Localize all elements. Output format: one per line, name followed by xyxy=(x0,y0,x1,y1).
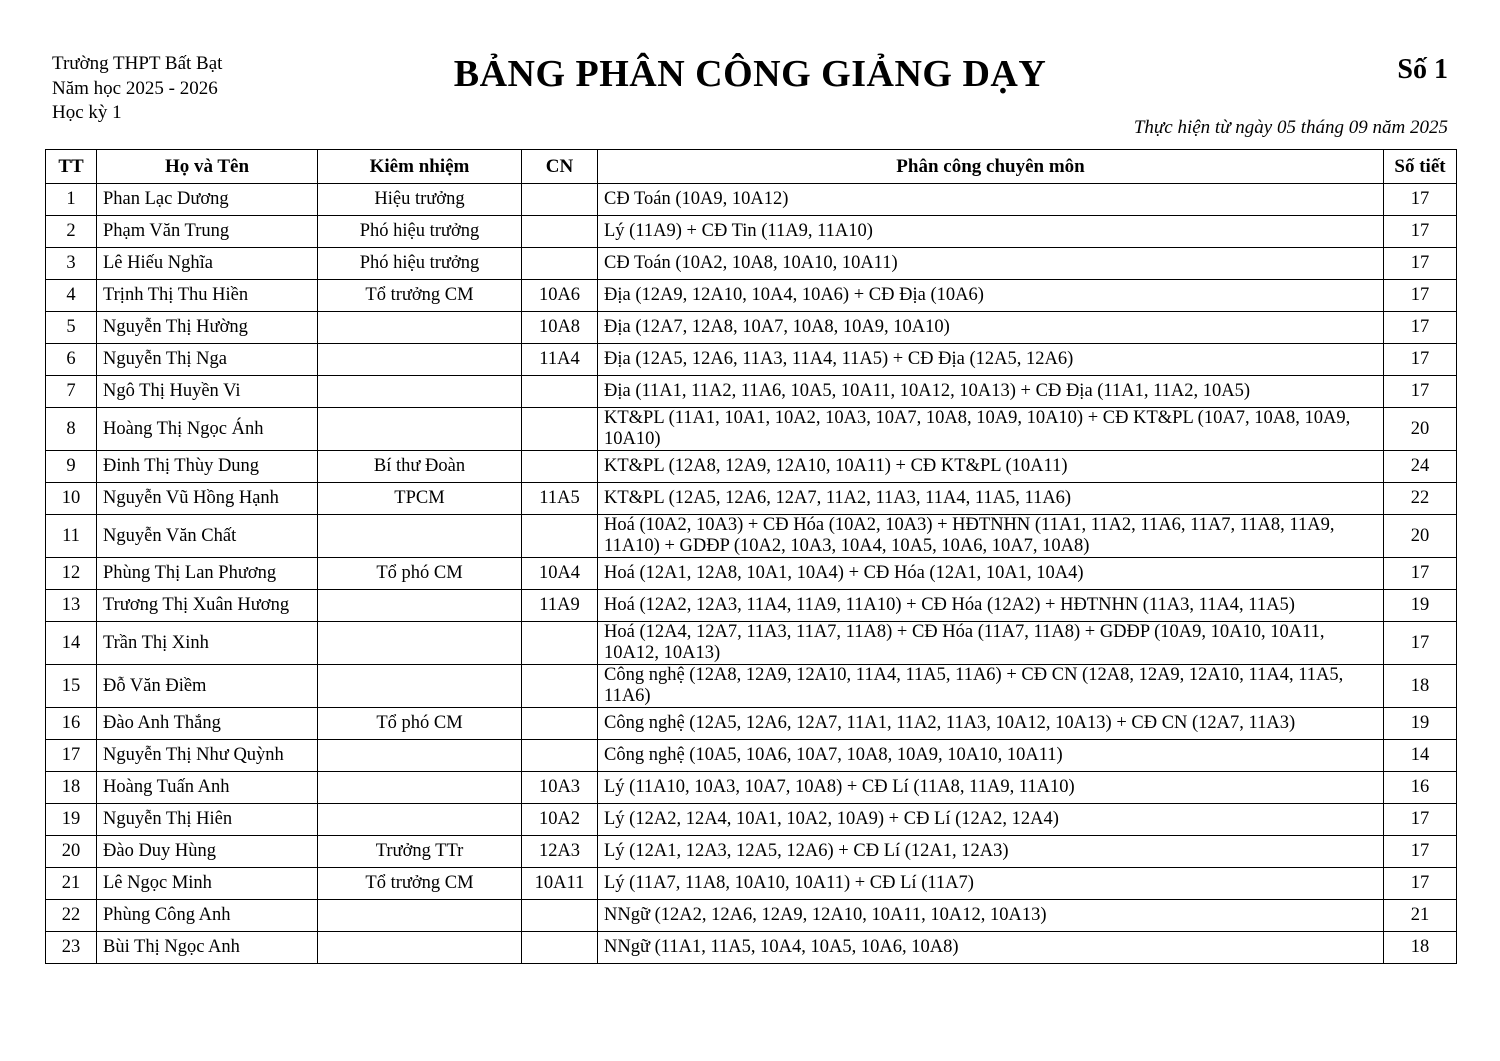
document-title: BẢNG PHÂN CÔNG GIẢNG DẠY xyxy=(453,53,1047,95)
homeroom-class xyxy=(522,622,598,665)
homeroom-class xyxy=(522,708,598,740)
teacher-name: Ngô Thị Huyền Vi xyxy=(97,376,318,408)
row-number: 10 xyxy=(46,483,97,515)
homeroom-class: 10A8 xyxy=(522,312,598,344)
teacher-name: Phan Lạc Dương xyxy=(97,184,318,216)
homeroom-class: 10A4 xyxy=(522,558,598,590)
concurrent-role xyxy=(318,740,522,772)
table-row xyxy=(46,216,1457,248)
period-count: 16 xyxy=(1384,772,1457,804)
homeroom-class xyxy=(522,376,598,408)
row-number: 19 xyxy=(46,804,97,836)
teacher-name: Đào Duy Hùng xyxy=(97,836,318,868)
row-number: 18 xyxy=(46,772,97,804)
concurrent-role: Phó hiệu trưởng xyxy=(318,216,522,248)
row-number: 1 xyxy=(46,184,97,216)
homeroom-class xyxy=(522,665,598,708)
subject-assignment: NNgữ (11A1, 11A5, 10A4, 10A5, 10A6, 10A8) xyxy=(598,932,1384,964)
period-count: 17 xyxy=(1384,280,1457,312)
table-row xyxy=(46,515,1457,558)
subject-assignment: Địa (12A9, 12A10, 10A4, 10A6) + CĐ Địa (10A6) xyxy=(598,280,1384,312)
subject-assignment: Lý (11A9) + CĐ Tin (11A9, 11A10) xyxy=(598,216,1384,248)
subject-assignment: KT&PL (11A1, 10A1, 10A2, 10A3, 10A7, 10A8, 10A9, 10A10) + CĐ KT&PL (10A7, 10A8, 10A9, 10A10) xyxy=(598,408,1384,451)
table-row xyxy=(46,184,1457,216)
table-header-row xyxy=(46,150,1457,184)
homeroom-class xyxy=(522,932,598,964)
period-count: 17 xyxy=(1384,248,1457,280)
teacher-name: Trương Thị Xuân Hương xyxy=(97,590,318,622)
teacher-name: Hoàng Thị Ngọc Ánh xyxy=(97,408,318,451)
period-count: 17 xyxy=(1384,216,1457,248)
table-row xyxy=(46,558,1457,590)
period-count: 17 xyxy=(1384,836,1457,868)
subject-assignment: Hoá (12A4, 12A7, 11A3, 11A7, 11A8) + CĐ Hóa (11A7, 11A8) + GDĐP (10A9, 10A10, 10A11, 10A12, 10A13) xyxy=(598,622,1384,665)
homeroom-class: 11A9 xyxy=(522,590,598,622)
teacher-name: Bùi Thị Ngọc Anh xyxy=(97,932,318,964)
teacher-name: Nguyễn Văn Chất xyxy=(97,515,318,558)
concurrent-role: Tổ trưởng CM xyxy=(318,280,522,312)
subject-assignment: Địa (12A7, 12A8, 10A7, 10A8, 10A9, 10A10) xyxy=(598,312,1384,344)
concurrent-role xyxy=(318,622,522,665)
homeroom-class: 12A3 xyxy=(522,836,598,868)
subject-assignment: Công nghệ (10A5, 10A6, 10A7, 10A8, 10A9, 10A10, 10A11) xyxy=(598,740,1384,772)
row-number: 12 xyxy=(46,558,97,590)
homeroom-class: 11A5 xyxy=(522,483,598,515)
row-number: 15 xyxy=(46,665,97,708)
period-count: 19 xyxy=(1384,708,1457,740)
column-header-periods: Số tiết xyxy=(1384,150,1457,184)
period-count: 17 xyxy=(1384,344,1457,376)
table-row xyxy=(46,665,1457,708)
row-number: 16 xyxy=(46,708,97,740)
row-number: 3 xyxy=(46,248,97,280)
teacher-name: Phạm Văn Trung xyxy=(97,216,318,248)
concurrent-role xyxy=(318,932,522,964)
assignment-table xyxy=(45,149,1457,964)
teacher-name: Đinh Thị Thùy Dung xyxy=(97,451,318,483)
period-count: 19 xyxy=(1384,590,1457,622)
teacher-name: Phùng Công Anh xyxy=(97,900,318,932)
period-count: 20 xyxy=(1384,515,1457,558)
period-count: 17 xyxy=(1384,184,1457,216)
subject-assignment: CĐ Toán (10A9, 10A12) xyxy=(598,184,1384,216)
column-header-cn: CN xyxy=(522,150,598,184)
teacher-name: Đào Anh Thắng xyxy=(97,708,318,740)
period-count: 17 xyxy=(1384,312,1457,344)
document-number: Số 1 xyxy=(1397,54,1448,85)
row-number: 23 xyxy=(46,932,97,964)
subject-assignment: Lý (11A7, 11A8, 10A10, 10A11) + CĐ Lí (11A7) xyxy=(598,868,1384,900)
homeroom-class xyxy=(522,184,598,216)
subject-assignment: Địa (11A1, 11A2, 11A6, 10A5, 10A11, 10A12, 10A13) + CĐ Địa (11A1, 11A2, 10A5) xyxy=(598,376,1384,408)
table-row xyxy=(46,312,1457,344)
table-row xyxy=(46,708,1457,740)
subject-assignment: CĐ Toán (10A2, 10A8, 10A10, 10A11) xyxy=(598,248,1384,280)
row-number: 13 xyxy=(46,590,97,622)
teacher-name: Nguyễn Thị Hiên xyxy=(97,804,318,836)
subject-assignment: Hoá (10A2, 10A3) + CĐ Hóa (10A2, 10A3) + HĐTNHN (11A1, 11A2, 11A6, 11A7, 11A8, 11A9, 11A10) + GDĐP (10A2, 10A3, 10A4, 10A5, 10A6, 10A7, 10A8) xyxy=(598,515,1384,558)
concurrent-role xyxy=(318,665,522,708)
concurrent-role: Tổ trưởng CM xyxy=(318,868,522,900)
school-year: Năm học 2025 - 2026 xyxy=(52,77,218,99)
homeroom-class xyxy=(522,408,598,451)
teacher-name: Nguyễn Thị Nga xyxy=(97,344,318,376)
subject-assignment: Lý (11A10, 10A3, 10A7, 10A8) + CĐ Lí (11A8, 11A9, 11A10) xyxy=(598,772,1384,804)
concurrent-role: TPCM xyxy=(318,483,522,515)
concurrent-role xyxy=(318,900,522,932)
homeroom-class xyxy=(522,216,598,248)
period-count: 17 xyxy=(1384,376,1457,408)
subject-assignment: Lý (12A1, 12A3, 12A5, 12A6) + CĐ Lí (12A1, 12A3) xyxy=(598,836,1384,868)
row-number: 9 xyxy=(46,451,97,483)
table-row xyxy=(46,344,1457,376)
table-row xyxy=(46,804,1457,836)
teacher-name: Trần Thị Xinh xyxy=(97,622,318,665)
homeroom-class: 10A3 xyxy=(522,772,598,804)
row-number: 4 xyxy=(46,280,97,312)
teacher-name: Nguyễn Thị Như Quỳnh xyxy=(97,740,318,772)
table-row xyxy=(46,740,1457,772)
concurrent-role: Bí thư Đoàn xyxy=(318,451,522,483)
homeroom-class: 10A6 xyxy=(522,280,598,312)
row-number: 14 xyxy=(46,622,97,665)
column-header-tt: TT xyxy=(46,150,97,184)
table-row xyxy=(46,868,1457,900)
school-name: Trường THPT Bất Bạt xyxy=(52,53,223,74)
subject-assignment: Công nghệ (12A5, 12A6, 12A7, 11A1, 11A2, 11A3, 10A12, 10A13) + CĐ CN (12A7, 11A3) xyxy=(598,708,1384,740)
teacher-name: Lê Hiếu Nghĩa xyxy=(97,248,318,280)
table-row xyxy=(46,772,1457,804)
homeroom-class xyxy=(522,451,598,483)
period-count: 14 xyxy=(1384,740,1457,772)
row-number: 22 xyxy=(46,900,97,932)
teacher-name: Đỗ Văn Điềm xyxy=(97,665,318,708)
concurrent-role xyxy=(318,515,522,558)
homeroom-class xyxy=(522,248,598,280)
teacher-name: Hoàng Tuấn Anh xyxy=(97,772,318,804)
row-number: 21 xyxy=(46,868,97,900)
concurrent-role xyxy=(318,804,522,836)
row-number: 20 xyxy=(46,836,97,868)
period-count: 22 xyxy=(1384,483,1457,515)
concurrent-role: Trưởng TTr xyxy=(318,836,522,868)
row-number: 11 xyxy=(46,515,97,558)
row-number: 2 xyxy=(46,216,97,248)
table-row xyxy=(46,622,1457,665)
period-count: 17 xyxy=(1384,804,1457,836)
effective-date: Thực hiện từ ngày 05 tháng 09 năm 2025 xyxy=(1133,117,1448,138)
subject-assignment: KT&PL (12A8, 12A9, 12A10, 10A11) + CĐ KT&PL (10A11) xyxy=(598,451,1384,483)
concurrent-role xyxy=(318,312,522,344)
concurrent-role: Tổ phó CM xyxy=(318,708,522,740)
homeroom-class xyxy=(522,740,598,772)
table-row xyxy=(46,280,1457,312)
table-row xyxy=(46,376,1457,408)
teacher-name: Phùng Thị Lan Phương xyxy=(97,558,318,590)
period-count: 17 xyxy=(1384,622,1457,665)
subject-assignment: Hoá (12A2, 12A3, 11A4, 11A9, 11A10) + CĐ Hóa (12A2) + HĐTNHN (11A3, 11A4, 11A5) xyxy=(598,590,1384,622)
column-header-assignment: Phân công chuyên môn xyxy=(598,150,1384,184)
teacher-name: Nguyễn Thị Hường xyxy=(97,312,318,344)
concurrent-role: Hiệu trưởng xyxy=(318,184,522,216)
homeroom-class: 10A2 xyxy=(522,804,598,836)
row-number: 8 xyxy=(46,408,97,451)
concurrent-role xyxy=(318,772,522,804)
period-count: 21 xyxy=(1384,900,1457,932)
table-row xyxy=(46,483,1457,515)
period-count: 18 xyxy=(1384,665,1457,708)
homeroom-class xyxy=(522,900,598,932)
concurrent-role xyxy=(318,590,522,622)
teacher-name: Trịnh Thị Thu Hiền xyxy=(97,280,318,312)
row-number: 17 xyxy=(46,740,97,772)
homeroom-class: 11A4 xyxy=(522,344,598,376)
table-row xyxy=(46,248,1457,280)
row-number: 7 xyxy=(46,376,97,408)
period-count: 18 xyxy=(1384,932,1457,964)
period-count: 20 xyxy=(1384,408,1457,451)
table-row xyxy=(46,590,1457,622)
row-number: 6 xyxy=(46,344,97,376)
period-count: 17 xyxy=(1384,868,1457,900)
table-row xyxy=(46,932,1457,964)
homeroom-class: 10A11 xyxy=(522,868,598,900)
subject-assignment: Công nghệ (12A8, 12A9, 12A10, 11A4, 11A5, 11A6) + CĐ CN (12A8, 12A9, 12A10, 11A4, 11A5, 11A6) xyxy=(598,665,1384,708)
teacher-name: Nguyễn Vũ Hồng Hạnh xyxy=(97,483,318,515)
table-row xyxy=(46,408,1457,451)
concurrent-role: Tổ phó CM xyxy=(318,558,522,590)
homeroom-class xyxy=(522,515,598,558)
period-count: 24 xyxy=(1384,451,1457,483)
row-number: 5 xyxy=(46,312,97,344)
column-header-name: Họ và Tên xyxy=(97,150,318,184)
subject-assignment: Lý (12A2, 12A4, 10A1, 10A2, 10A9) + CĐ Lí (12A2, 12A4) xyxy=(598,804,1384,836)
concurrent-role xyxy=(318,408,522,451)
concurrent-role xyxy=(318,344,522,376)
column-header-role: Kiêm nhiệm xyxy=(318,150,522,184)
table-row xyxy=(46,900,1457,932)
teacher-name: Lê Ngọc Minh xyxy=(97,868,318,900)
concurrent-role xyxy=(318,376,522,408)
period-count: 17 xyxy=(1384,558,1457,590)
table-row xyxy=(46,836,1457,868)
concurrent-role: Phó hiệu trưởng xyxy=(318,248,522,280)
subject-assignment: Hoá (12A1, 12A8, 10A1, 10A4) + CĐ Hóa (12A1, 10A1, 10A4) xyxy=(598,558,1384,590)
semester: Học kỳ 1 xyxy=(52,102,122,123)
table-row xyxy=(46,451,1457,483)
subject-assignment: NNgữ (12A2, 12A6, 12A9, 12A10, 10A11, 10A12, 10A13) xyxy=(598,900,1384,932)
subject-assignment: KT&PL (12A5, 12A6, 12A7, 11A2, 11A3, 11A4, 11A5, 11A6) xyxy=(598,483,1384,515)
subject-assignment: Địa (12A5, 12A6, 11A3, 11A4, 11A5) + CĐ Địa (12A5, 12A6) xyxy=(598,344,1384,376)
